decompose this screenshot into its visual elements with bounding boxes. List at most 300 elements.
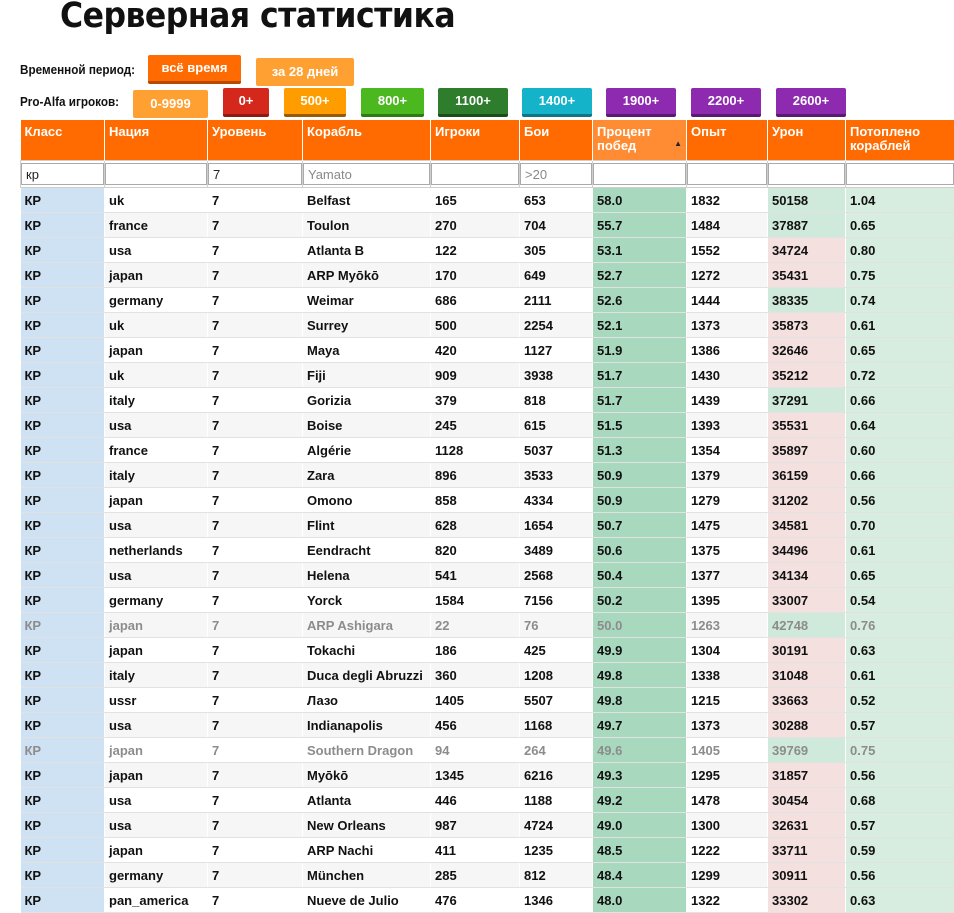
cell-ship: Weimar: [303, 288, 431, 313]
cell-players: 1405: [431, 688, 520, 713]
cell-exp: 1373: [687, 713, 768, 738]
cell-dmg: 33663: [768, 688, 846, 713]
cell-win: 49.3: [593, 763, 687, 788]
cell-players: 22: [431, 613, 520, 638]
cell-battles: 704: [520, 213, 593, 238]
cell-dmg: 33007: [768, 588, 846, 613]
table-row[interactable]: [21, 813, 954, 838]
col-header-kills[interactable]: Потоплено кораблей: [846, 120, 954, 161]
cell-win: 51.3: [593, 438, 687, 463]
cell-exp: 1484: [687, 213, 768, 238]
cell-dmg: 32646: [768, 338, 846, 363]
cell-exp: 1393: [687, 413, 768, 438]
table-row[interactable]: [21, 388, 954, 413]
cell-players: 500: [431, 313, 520, 338]
cell-exp: 1338: [687, 663, 768, 688]
cell-dmg: 33711: [768, 838, 846, 863]
cell-dmg: 34724: [768, 238, 846, 263]
range-1400plus-button[interactable]: 1400+: [522, 88, 592, 117]
cell-dmg: 30454: [768, 788, 846, 813]
cell-battles: 1654: [520, 513, 593, 538]
cell-dmg: 30288: [768, 713, 846, 738]
cell-battles: 2568: [520, 563, 593, 588]
cell-win: 52.7: [593, 263, 687, 288]
cell-dmg: 37291: [768, 388, 846, 413]
cell-ship: Duca degli Abruzzi: [303, 663, 431, 688]
cell-players: 379: [431, 388, 520, 413]
cell-tier: 7: [208, 638, 303, 663]
cell-players: 686: [431, 288, 520, 313]
cell-nation: france: [105, 213, 208, 238]
cell-tier: 7: [208, 688, 303, 713]
cell-class: КР: [21, 888, 105, 913]
cell-kill: 0.63: [846, 888, 954, 913]
table-body: [21, 188, 954, 913]
cell-players: 245: [431, 413, 520, 438]
cell-players: 411: [431, 838, 520, 863]
cell-dmg: 35531: [768, 413, 846, 438]
filter-damage-input[interactable]: [768, 163, 845, 185]
cell-players: 987: [431, 813, 520, 838]
cell-dmg: 34581: [768, 513, 846, 538]
cell-battles: 4334: [520, 488, 593, 513]
cell-win: 50.9: [593, 463, 687, 488]
cell-class: КР: [21, 788, 105, 813]
cell-ship: Helena: [303, 563, 431, 588]
cell-tier: 7: [208, 238, 303, 263]
cell-win: 58.0: [593, 188, 687, 213]
cell-class: КР: [21, 863, 105, 888]
range-0plus-button[interactable]: 0+: [223, 88, 269, 117]
range-500plus-button[interactable]: 500+: [284, 88, 346, 117]
cell-players: 820: [431, 538, 520, 563]
cell-ship: Atlanta: [303, 788, 431, 813]
cell-exp: 1386: [687, 338, 768, 363]
cell-exp: 1405: [687, 738, 768, 763]
cell-nation: usa: [105, 563, 208, 588]
cell-class: КР: [21, 438, 105, 463]
cell-players: 94: [431, 738, 520, 763]
cell-tier: 7: [208, 363, 303, 388]
cell-kill: 0.61: [846, 663, 954, 688]
cell-nation: germany: [105, 288, 208, 313]
cell-battles: 615: [520, 413, 593, 438]
filter-exp-input[interactable]: [687, 163, 767, 185]
table-row[interactable]: [21, 313, 954, 338]
cell-exp: 1263: [687, 613, 768, 638]
table-row[interactable]: [21, 413, 954, 438]
cell-players: 628: [431, 513, 520, 538]
cell-kill: 0.65: [846, 213, 954, 238]
cell-dmg: 35431: [768, 263, 846, 288]
cell-exp: 1279: [687, 488, 768, 513]
cell-class: КР: [21, 613, 105, 638]
cell-players: 909: [431, 363, 520, 388]
cell-battles: 649: [520, 263, 593, 288]
col-header-battles[interactable]: Бои: [520, 120, 593, 161]
cell-class: КР: [21, 488, 105, 513]
cell-exp: 1377: [687, 563, 768, 588]
cell-battles: 3533: [520, 463, 593, 488]
table-row[interactable]: [21, 338, 954, 363]
cell-nation: italy: [105, 663, 208, 688]
cell-nation: japan: [105, 738, 208, 763]
cell-kill: 0.76: [846, 613, 954, 638]
cell-win: 52.1: [593, 313, 687, 338]
cell-battles: 76: [520, 613, 593, 638]
table-row[interactable]: [21, 613, 954, 638]
cell-tier: 7: [208, 763, 303, 788]
cell-dmg: 31857: [768, 763, 846, 788]
cell-win: 49.7: [593, 713, 687, 738]
cell-class: КР: [21, 463, 105, 488]
cell-kill: 0.59: [846, 838, 954, 863]
cell-class: КР: [21, 213, 105, 238]
cell-nation: pan_america: [105, 888, 208, 913]
cell-tier: 7: [208, 388, 303, 413]
cell-ship: Zara: [303, 463, 431, 488]
cell-battles: 1188: [520, 788, 593, 813]
period-28-days-button[interactable]: за 28 дней: [256, 58, 354, 86]
cell-nation: japan: [105, 488, 208, 513]
cell-nation: japan: [105, 338, 208, 363]
table-row[interactable]: [21, 213, 954, 238]
cell-kill: 0.52: [846, 688, 954, 713]
range-2200plus-button[interactable]: 2200+: [691, 88, 761, 117]
cell-ship: Belfast: [303, 188, 431, 213]
col-header-nation[interactable]: Нация: [105, 120, 208, 161]
cell-tier: 7: [208, 488, 303, 513]
page-title: Серверная статистика: [60, 0, 455, 36]
cell-ship: Gorizia: [303, 388, 431, 413]
cell-win: 48.0: [593, 888, 687, 913]
cell-win: 48.5: [593, 838, 687, 863]
cell-kill: 0.54: [846, 588, 954, 613]
cell-exp: 1552: [687, 238, 768, 263]
cell-players: 122: [431, 238, 520, 263]
filter-class-input[interactable]: [21, 163, 104, 185]
sort-desc-icon: ▲: [674, 137, 682, 151]
cell-tier: 7: [208, 813, 303, 838]
col-header-class[interactable]: Класс: [21, 120, 105, 161]
range-800plus-button[interactable]: 800+: [361, 88, 424, 117]
cell-win: 51.9: [593, 338, 687, 363]
filter-players-input[interactable]: [431, 163, 519, 185]
cell-exp: 1304: [687, 638, 768, 663]
table-row[interactable]: [21, 663, 954, 688]
cell-class: КР: [21, 413, 105, 438]
cell-class: КР: [21, 688, 105, 713]
cell-ship: Yorck: [303, 588, 431, 613]
cell-battles: 264: [520, 738, 593, 763]
filter-kills-input[interactable]: [846, 163, 954, 185]
cell-tier: 7: [208, 588, 303, 613]
cell-tier: 7: [208, 438, 303, 463]
table-row[interactable]: [21, 188, 954, 213]
cell-kill: 0.63: [846, 638, 954, 663]
cell-nation: japan: [105, 263, 208, 288]
filter-winrate-input[interactable]: [593, 163, 686, 185]
cell-kill: 0.56: [846, 488, 954, 513]
cell-class: КР: [21, 313, 105, 338]
cell-battles: 5037: [520, 438, 593, 463]
table-row[interactable]: [21, 788, 954, 813]
col-header-winrate[interactable]: [593, 120, 687, 161]
cell-ship: Nueve de Julio: [303, 888, 431, 913]
range-2600plus-button[interactable]: 2600+: [776, 88, 846, 117]
cell-exp: 1300: [687, 813, 768, 838]
cell-kill: 0.75: [846, 263, 954, 288]
cell-exp: 1379: [687, 463, 768, 488]
filter-ship-input[interactable]: [303, 163, 430, 185]
cell-win: 49.9: [593, 638, 687, 663]
table-row[interactable]: [21, 713, 954, 738]
cell-tier: 7: [208, 863, 303, 888]
cell-class: КР: [21, 338, 105, 363]
cell-ship: Southern Dragon: [303, 738, 431, 763]
cell-nation: japan: [105, 838, 208, 863]
cell-battles: 2111: [520, 288, 593, 313]
table-row[interactable]: [21, 238, 954, 263]
cell-players: 186: [431, 638, 520, 663]
cell-class: КР: [21, 388, 105, 413]
cell-players: 270: [431, 213, 520, 238]
cell-exp: 1444: [687, 288, 768, 313]
cell-class: КР: [21, 288, 105, 313]
filter-row: [21, 161, 954, 188]
cell-players: 170: [431, 263, 520, 288]
cell-kill: 0.66: [846, 388, 954, 413]
cell-class: КР: [21, 513, 105, 538]
header-row: [21, 120, 954, 161]
cell-tier: 7: [208, 788, 303, 813]
col-header-tier[interactable]: Уровень: [208, 120, 303, 161]
cell-win: 50.7: [593, 513, 687, 538]
cell-tier: 7: [208, 738, 303, 763]
table-row[interactable]: [21, 638, 954, 663]
cell-nation: netherlands: [105, 538, 208, 563]
cell-tier: 7: [208, 838, 303, 863]
filter-tier-input[interactable]: [208, 163, 302, 185]
cell-players: 165: [431, 188, 520, 213]
cell-dmg: 36159: [768, 463, 846, 488]
table-row[interactable]: [21, 688, 954, 713]
cell-tier: 7: [208, 463, 303, 488]
cell-ship: New Orleans: [303, 813, 431, 838]
cell-players: 285: [431, 863, 520, 888]
cell-kill: 0.61: [846, 313, 954, 338]
cell-dmg: 35897: [768, 438, 846, 463]
filter-battles-input[interactable]: [520, 163, 592, 185]
cell-ship: ARP Nachi: [303, 838, 431, 863]
cell-win: 49.6: [593, 738, 687, 763]
cell-kill: 0.80: [846, 238, 954, 263]
cell-dmg: 39769: [768, 738, 846, 763]
cell-nation: usa: [105, 713, 208, 738]
period-all-time-button[interactable]: всё время: [148, 55, 241, 84]
cell-win: 49.8: [593, 663, 687, 688]
cell-tier: 7: [208, 188, 303, 213]
cell-class: КР: [21, 588, 105, 613]
table-row[interactable]: [21, 513, 954, 538]
cell-nation: japan: [105, 613, 208, 638]
cell-nation: usa: [105, 413, 208, 438]
table-row[interactable]: [21, 863, 954, 888]
col-header-damage[interactable]: Урон: [768, 120, 846, 161]
cell-dmg: 50158: [768, 188, 846, 213]
cell-win: 51.7: [593, 388, 687, 413]
cell-ship: München: [303, 863, 431, 888]
cell-class: КР: [21, 563, 105, 588]
table-row[interactable]: [21, 263, 954, 288]
cell-ship: Toulon: [303, 213, 431, 238]
cell-class: КР: [21, 663, 105, 688]
table-row[interactable]: [21, 538, 954, 563]
cell-battles: 1235: [520, 838, 593, 863]
cell-class: КР: [21, 263, 105, 288]
cell-win: 52.6: [593, 288, 687, 313]
proalfa-label: Pro-Alfa игроков:: [20, 94, 119, 109]
cell-nation: germany: [105, 588, 208, 613]
cell-ship: Flint: [303, 513, 431, 538]
cell-dmg: 34496: [768, 538, 846, 563]
cell-battles: 1346: [520, 888, 593, 913]
cell-tier: 7: [208, 288, 303, 313]
range-0-9999-button[interactable]: 0-9999: [133, 90, 208, 118]
cell-dmg: 30191: [768, 638, 846, 663]
range-1100plus-button[interactable]: 1100+: [438, 88, 508, 117]
cell-tier: 7: [208, 563, 303, 588]
cell-players: 1128: [431, 438, 520, 463]
cell-kill: 1.04: [846, 188, 954, 213]
cell-kill: 0.66: [846, 463, 954, 488]
cell-win: 50.9: [593, 488, 687, 513]
table-row[interactable]: [21, 488, 954, 513]
cell-tier: 7: [208, 413, 303, 438]
cell-kill: 0.70: [846, 513, 954, 538]
col-header-players[interactable]: Игроки: [431, 120, 520, 161]
table-row[interactable]: [21, 563, 954, 588]
cell-win: 55.7: [593, 213, 687, 238]
cell-win: 50.2: [593, 588, 687, 613]
cell-dmg: 32631: [768, 813, 846, 838]
cell-nation: japan: [105, 763, 208, 788]
table-row[interactable]: [21, 763, 954, 788]
cell-kill: 0.61: [846, 538, 954, 563]
cell-battles: 3489: [520, 538, 593, 563]
cell-dmg: 35873: [768, 313, 846, 338]
cell-class: КР: [21, 763, 105, 788]
table-row[interactable]: [21, 738, 954, 763]
cell-players: 896: [431, 463, 520, 488]
cell-exp: 1354: [687, 438, 768, 463]
col-header-exp[interactable]: Опыт: [687, 120, 768, 161]
cell-ship: Лазо: [303, 688, 431, 713]
cell-nation: usa: [105, 813, 208, 838]
table-row[interactable]: [21, 363, 954, 388]
cell-class: КР: [21, 188, 105, 213]
cell-ship: Indianapolis: [303, 713, 431, 738]
cell-exp: 1478: [687, 788, 768, 813]
table-row[interactable]: [21, 288, 954, 313]
cell-battles: 3938: [520, 363, 593, 388]
cell-ship: ARP Myōkō: [303, 263, 431, 288]
cell-dmg: 30911: [768, 863, 846, 888]
cell-ship: Atlanta B: [303, 238, 431, 263]
cell-exp: 1322: [687, 888, 768, 913]
cell-exp: 1375: [687, 538, 768, 563]
cell-nation: italy: [105, 388, 208, 413]
cell-players: 360: [431, 663, 520, 688]
cell-kill: 0.56: [846, 863, 954, 888]
cell-class: КР: [21, 713, 105, 738]
cell-players: 476: [431, 888, 520, 913]
range-1900plus-button[interactable]: 1900+: [606, 88, 676, 117]
table-row[interactable]: [21, 888, 954, 913]
cell-tier: 7: [208, 263, 303, 288]
cell-nation: france: [105, 438, 208, 463]
cell-ship: Myōkō: [303, 763, 431, 788]
table-row[interactable]: [21, 838, 954, 863]
cell-tier: 7: [208, 213, 303, 238]
col-header-ship[interactable]: Корабль: [303, 120, 431, 161]
cell-win: 49.2: [593, 788, 687, 813]
cell-kill: 0.57: [846, 813, 954, 838]
cell-dmg: 37887: [768, 213, 846, 238]
cell-nation: uk: [105, 188, 208, 213]
cell-win: 51.7: [593, 363, 687, 388]
cell-nation: germany: [105, 863, 208, 888]
cell-kill: 0.72: [846, 363, 954, 388]
cell-battles: 2254: [520, 313, 593, 338]
cell-tier: 7: [208, 613, 303, 638]
cell-battles: 4724: [520, 813, 593, 838]
cell-dmg: 31048: [768, 663, 846, 688]
cell-battles: 818: [520, 388, 593, 413]
table-row[interactable]: [21, 438, 954, 463]
cell-nation: uk: [105, 313, 208, 338]
cell-kill: 0.74: [846, 288, 954, 313]
cell-win: 50.4: [593, 563, 687, 588]
cell-exp: 1272: [687, 263, 768, 288]
cell-win: 50.0: [593, 613, 687, 638]
cell-tier: 7: [208, 713, 303, 738]
cell-players: 420: [431, 338, 520, 363]
cell-dmg: 33302: [768, 888, 846, 913]
cell-ship: ARP Ashigara: [303, 613, 431, 638]
cell-class: КР: [21, 738, 105, 763]
cell-win: 50.6: [593, 538, 687, 563]
cell-kill: 0.65: [846, 338, 954, 363]
filter-nation-input[interactable]: [105, 163, 207, 185]
cell-exp: 1373: [687, 313, 768, 338]
cell-players: 1345: [431, 763, 520, 788]
cell-kill: 0.64: [846, 413, 954, 438]
cell-battles: 1168: [520, 713, 593, 738]
cell-battles: 305: [520, 238, 593, 263]
cell-nation: usa: [105, 238, 208, 263]
cell-kill: 0.68: [846, 788, 954, 813]
cell-players: 858: [431, 488, 520, 513]
cell-ship: Maya: [303, 338, 431, 363]
table-row[interactable]: [21, 588, 954, 613]
cell-exp: 1295: [687, 763, 768, 788]
cell-class: КР: [21, 238, 105, 263]
cell-dmg: 35212: [768, 363, 846, 388]
cell-class: КР: [21, 813, 105, 838]
table-row[interactable]: [21, 463, 954, 488]
cell-tier: 7: [208, 338, 303, 363]
